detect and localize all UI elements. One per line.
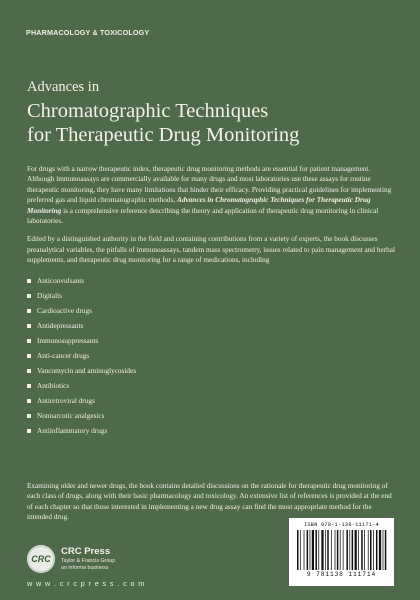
barcode-digits: 9 781138 111714 [306,571,377,578]
publisher-name: CRC Press [61,546,111,557]
intro-text-end: is a comprehensive reference describing the theory and application of therapeutic drug monitoring in clinical laboratories. [27,206,379,226]
publisher-url: w w w . c r c p r e s s . c o m [27,579,146,588]
title-line-2: Chromatographic Techniques [27,100,269,122]
publisher-group: Taylor & Francis Group [61,558,116,564]
list-item [27,349,395,364]
list-item-text: Vancomycin and aminoglycosides [37,366,137,375]
intro-paragraph [27,164,395,226]
list-item-text: Antiinflammatory drugs [37,426,108,435]
intro-text-start: For drugs with a narrow therapeutic index, therapeutic drug monitoring methods are essential for patient management. Although immunoassays are commercially available for many drugs and most laboratories use these assays for routine therapeutic monitoring, they have many limitations that hinder their efficacy. Providing practical guidelines for implementing preferred gas and liquid chromatographic methods, [27,165,392,205]
bullet-icon [27,399,31,403]
drug-list [27,274,395,439]
list-item [27,289,395,304]
intro-book-title: Advances in Chromatographic Techniques for Therapeutic Drug Monitoring [27,196,371,215]
bullet-icon [27,294,31,298]
list-item [27,394,395,409]
list-item [27,364,395,379]
list-item-text: Antibiotics [37,381,70,390]
bullet-icon [27,384,31,388]
edited-paragraph: Edited by a distinguished authority in the field and containing contributions from a variety of experts, the book discusses preanalytical variables, the pitfalls of immunoassays, tandem mass spectrometry, issues related to pain management and herbal supplements, and therapeutic drug monitoring for a range of medications, including [27,235,395,265]
list-item-text: Immunosuppressants [37,336,99,345]
publisher-business: an informa business [61,565,109,571]
list-item-text: Digitalis [37,291,62,300]
list-item [27,334,395,349]
bullet-icon [27,414,31,418]
barcode-icon [296,530,388,570]
isbn-barcode-box [289,518,394,586]
book-title [27,78,397,147]
list-item [27,379,395,394]
list-item [27,304,395,319]
closing-paragraph: Examining older and newer drugs, the book contains detailed discussions on the rationale for therapeutic drug monitoring of each class of drugs, along with their basic pharmacology and toxicology. An extensive list of references is provided at the end of each chapter so that those interested in implementing a new drug assay can find the most appropriate method for the intended drug. [27,482,392,522]
list-item-text: Cardioactive drugs [37,306,92,315]
isbn-label: ISBN 978-1-138-11171-4 [303,522,380,528]
list-item-text: Anticonvulsants [37,276,85,285]
bullet-icon [27,279,31,283]
crc-badge-icon: CRC [27,545,55,573]
list-item [27,319,395,334]
bullet-icon [27,369,31,373]
list-item-text: Antidepressants [37,321,84,330]
bullet-icon [27,429,31,433]
list-item [27,409,395,424]
list-item [27,274,395,289]
category-label: PHARMACOLOGY & TOXICOLOGY [26,28,150,37]
bullet-icon [27,324,31,328]
description-body [27,164,395,447]
bullet-icon [27,354,31,358]
list-item-text: Antiretroviral drugs [37,396,95,405]
publisher-logo [27,545,207,595]
bullet-icon [27,309,31,313]
bullet-icon [27,339,31,343]
title-line-3: for Therapeutic Drug Monitoring [27,124,300,146]
list-item [27,424,395,439]
list-item-text: Anti-cancer drugs [37,351,90,360]
list-item-text: Nonnarcotic analgesics [37,411,105,420]
title-line-1: Advances in [27,79,100,95]
